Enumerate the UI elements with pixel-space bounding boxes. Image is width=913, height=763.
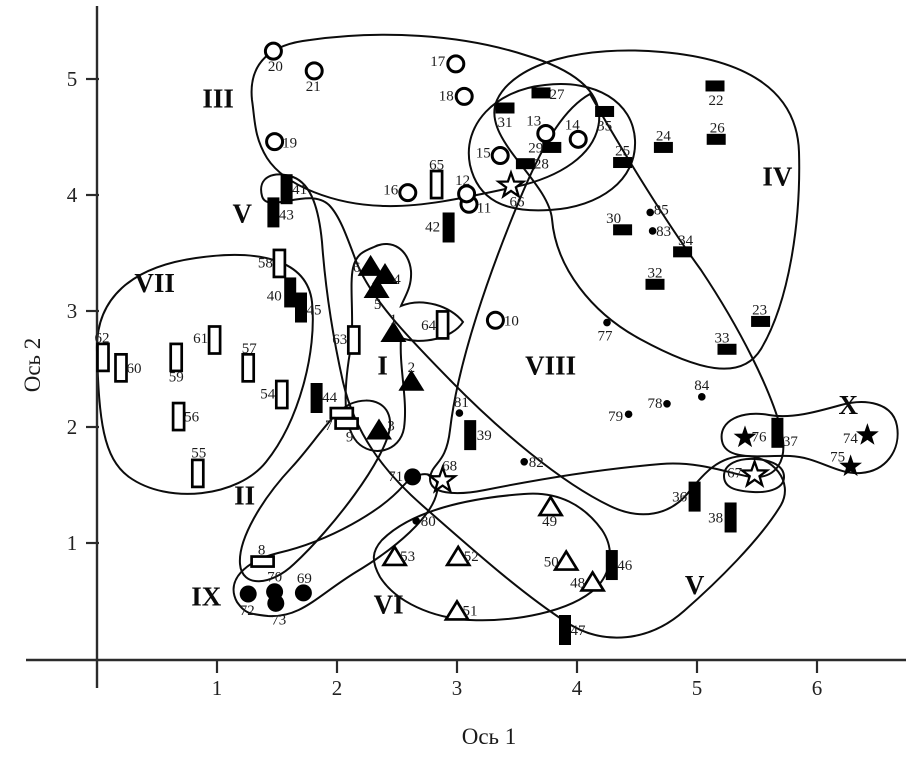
point-label-46: 46 [617,558,633,575]
point-label-50: 50 [543,554,559,571]
point-14-circle-open [570,131,586,147]
outline-V [261,174,785,637]
point-18-circle-open [456,88,472,104]
point-label-70: 70 [267,569,283,586]
point-label-68: 68 [442,458,458,475]
point-label-13: 13 [526,113,542,130]
point-82-dot-filled [520,458,528,466]
outline-III [252,35,600,206]
point-label-54: 54 [260,386,276,403]
point-label-21: 21 [305,78,321,95]
y-tick-label-3: 3 [66,299,78,323]
point-label-49: 49 [542,514,558,531]
x-axis-title: Ось 1 [461,724,517,749]
point-36-bar-filled-vertical [689,482,701,512]
point-43-bar-filled-vertical [267,197,279,227]
cluster-label-VI-6: VI [373,589,404,620]
point-21-circle-open [306,63,322,79]
point-label-41: 41 [292,182,308,199]
point-label-34: 34 [678,232,694,249]
point-60-rect-open-vertical [116,354,127,381]
point-46-bar-filled-vertical [606,550,618,580]
point-38-bar-filled-vertical [725,502,737,532]
point-label-84: 84 [694,377,710,394]
point-label-16: 16 [383,182,399,199]
point-label-5: 5 [373,296,382,313]
point-17-circle-open [448,56,464,72]
point-label-63: 63 [332,332,348,348]
point-label-61: 61 [193,331,209,347]
point-label-47: 47 [570,623,586,639]
point-44-bar-filled-vertical [311,383,323,413]
y-tick-label-5: 5 [66,67,78,91]
point-22-bar-filled-horizontal [706,80,725,91]
cluster-label-VII-7: VII [134,268,175,299]
point-label-80: 80 [420,513,436,530]
point-19-circle-open [267,134,283,150]
point-label-2: 2 [407,359,416,376]
point-label-31: 31 [497,115,513,131]
point-42-bar-filled-vertical [443,212,455,242]
point-label-55: 55 [191,445,207,462]
point-label-64: 64 [421,317,437,334]
point-label-1: 1 [389,312,398,329]
point-label-29: 29 [528,140,544,157]
point-label-74: 74 [842,431,858,448]
point-77-dot-filled [603,319,611,327]
point-label-4: 4 [393,272,401,289]
point-61-rect-open-vertical [209,327,220,354]
y-tick-label-4: 4 [66,183,78,207]
point-71-circle-filled [404,468,421,485]
data-points [98,43,879,645]
point-label-83: 83 [656,223,672,240]
point-72-circle-filled [240,586,257,603]
point-label-27: 27 [549,86,565,103]
point-label-14: 14 [564,117,580,134]
point-label-40: 40 [266,288,282,305]
cluster-label-V-4: V [232,198,252,229]
point-label-3: 3 [387,418,395,435]
cluster-label-IX-9: IX [191,581,222,612]
point-label-56: 56 [184,409,200,426]
point-label-77: 77 [597,328,613,345]
point-label-39: 39 [476,428,492,445]
point-40-bar-filled-vertical [284,277,296,307]
point-label-57: 57 [241,340,257,357]
point-49-triangle-open [540,497,562,515]
point-label-75: 75 [830,449,846,466]
y-tick-label-2: 2 [66,415,78,439]
point-label-18: 18 [438,88,454,105]
point-10-circle-open [487,312,503,328]
point-label-53: 53 [400,548,416,565]
cluster-label-VIII-8: VIII [525,350,577,381]
point-label-20: 20 [267,59,283,76]
point-58-rect-open-vertical [274,250,285,277]
x-tick-label-2: 2 [331,676,343,700]
point-20-circle-open [265,43,281,59]
cluster-label-II-1: II [234,480,256,511]
point-73-circle-filled [267,595,284,612]
point-label-65: 65 [429,157,445,174]
point-66-star-open [499,173,524,197]
point-label-10: 10 [503,313,519,330]
point-label-67: 67 [727,465,743,482]
point-label-82: 82 [528,454,544,471]
x-tick-label-3: 3 [451,676,463,700]
point-label-15: 15 [475,145,491,162]
point-label-9: 9 [345,429,354,446]
point-54-rect-open-vertical [276,381,287,408]
point-label-62: 62 [94,330,110,347]
point-label-42: 42 [425,219,441,236]
point-label-11: 11 [476,200,492,217]
point-label-26: 26 [709,120,725,137]
cluster-label-X-10: X [838,389,858,420]
x-tick-label-1: 1 [211,676,223,700]
point-78-dot-filled [663,400,671,408]
point-label-8: 8 [257,542,266,559]
point-27-bar-filled-horizontal [532,87,551,98]
point-label-36: 36 [672,489,688,506]
point-label-45: 45 [306,302,322,319]
point-label-76: 76 [751,429,767,446]
point-15-circle-open [492,148,508,164]
point-label-69: 69 [296,570,312,587]
point-label-79: 79 [608,409,624,426]
point-label-12: 12 [455,172,471,189]
point-79-dot-filled [625,410,633,418]
point-label-24: 24 [655,128,671,145]
point-65-rect-open-vertical [431,171,442,198]
point-label-81: 81 [453,395,469,412]
point-63-rect-open-vertical [348,327,359,354]
point-64-rect-open-vertical [437,311,448,338]
point-67-star-open [742,462,767,486]
point-label-43: 43 [278,207,294,224]
point-37-bar-filled-vertical [771,418,783,448]
point-label-7: 7 [325,418,333,435]
cluster-label-V-5: V [684,569,705,600]
point-31-bar-filled-horizontal [496,103,515,114]
point-label-37: 37 [782,433,798,450]
point-label-23: 23 [752,302,768,319]
x-tick-label-6: 6 [811,676,823,700]
point-69-circle-filled [295,584,312,601]
point-label-33: 33 [714,330,730,347]
point-29-bar-filled-horizontal [542,142,561,153]
point-label-44: 44 [322,390,338,406]
x-tick-label-4: 4 [571,676,583,700]
y-tick-label-1: 1 [66,531,78,555]
y-axis-title: Ось 2 [20,337,45,393]
point-label-51: 51 [462,603,478,620]
point-84-dot-filled [698,393,706,401]
point-label-25: 25 [615,143,631,160]
cluster-label-I-0: I [377,350,388,381]
point-label-30: 30 [606,210,622,227]
point-56-rect-open-vertical [173,403,184,430]
point-label-71: 71 [388,468,404,485]
cluster-label-III-2: III [202,83,234,114]
point-label-58: 58 [257,255,273,272]
point-74-star-filled [856,423,879,445]
point-16-circle-open [400,185,416,201]
point-label-6: 6 [352,259,361,276]
point-label-72: 72 [239,603,255,620]
point-39-bar-filled-vertical [464,420,476,450]
point-label-73: 73 [271,612,287,629]
point-41-bar-filled-vertical [281,174,293,204]
point-label-66: 66 [509,194,525,211]
point-59-rect-open-vertical [171,344,182,371]
point-label-19: 19 [282,135,298,152]
point-7-rect-open-flat [331,408,353,418]
point-label-35: 35 [597,118,613,135]
point-label-32: 32 [647,265,663,282]
x-tick-label-5: 5 [691,676,703,700]
point-62-rect-open-vertical [98,344,109,371]
point-28-bar-filled-horizontal [516,158,535,169]
point-label-85: 85 [653,202,669,219]
point-47-bar-filled-vertical [559,615,571,645]
point-label-78: 78 [647,395,663,412]
point-label-22: 22 [708,92,724,109]
point-label-52: 52 [463,548,479,565]
point-55-rect-open-vertical [192,460,203,487]
point-6-triangle-filled [358,255,384,276]
point-label-59: 59 [168,369,184,386]
point-label-38: 38 [708,510,724,527]
point-label-17: 17 [430,53,446,70]
cluster-label-IV-3: IV [762,161,793,192]
point-80-dot-filled [412,517,420,525]
point-label-48: 48 [570,575,586,592]
point-label-60: 60 [126,360,142,377]
point-35-bar-filled-horizontal [595,106,614,117]
point-label-28: 28 [533,156,549,173]
point-9-rect-open-flat [336,419,358,429]
point-57-rect-open-vertical [243,354,254,381]
point-45-bar-filled-vertical [295,293,307,323]
